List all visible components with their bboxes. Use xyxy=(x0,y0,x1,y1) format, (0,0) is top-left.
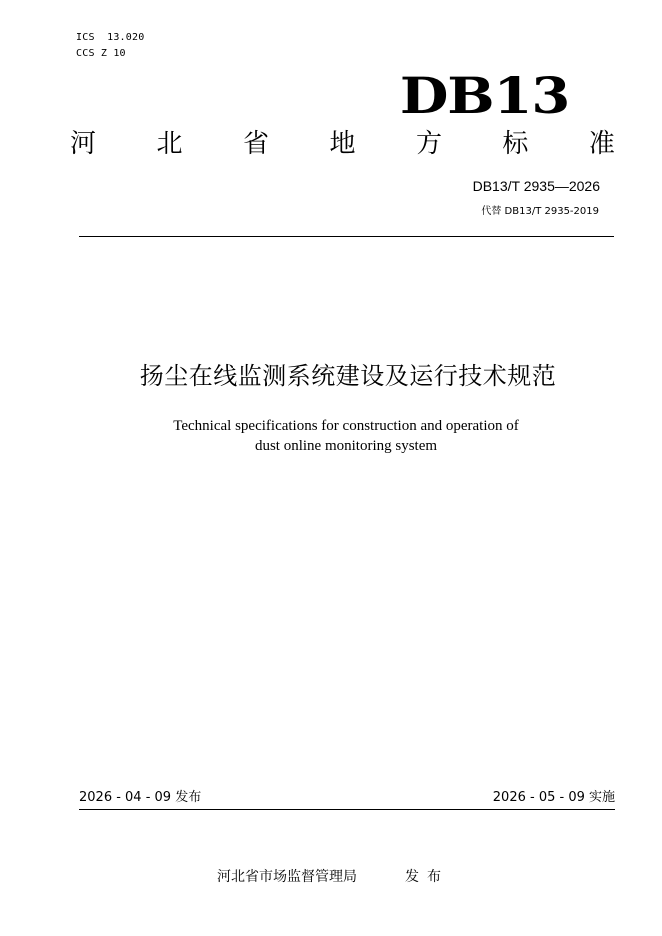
standard-type-char: 省 xyxy=(242,129,269,159)
issue-label: 发布 xyxy=(405,869,449,885)
english-title xyxy=(0,416,662,456)
ics-code: ICS 13.020 xyxy=(76,32,145,43)
english-title-line: Technical specifications for construction and operation of xyxy=(173,418,519,434)
standard-number: DB13/T 2935—2026 xyxy=(472,178,600,194)
standard-type-char: 方 xyxy=(415,129,442,159)
db13-logo: DB13 xyxy=(399,66,569,125)
standard-type-char: 准 xyxy=(588,129,615,159)
implementation-date: 2026 - 05 - 09 实施 xyxy=(492,790,615,805)
issue-date: 2026 - 04 - 09 发布 xyxy=(79,790,202,805)
ccs-code: CCS Z 10 xyxy=(76,48,126,59)
standard-type-char: 北 xyxy=(156,129,183,159)
standard-type-char: 标 xyxy=(502,129,529,159)
chinese-title: 扬尘在线监测系统建设及运行技术规范 xyxy=(139,362,557,390)
standard-type-char: 河 xyxy=(70,129,97,159)
standard-type-heading xyxy=(70,124,615,164)
top-divider xyxy=(79,236,614,237)
issuing-authority: 河北省市场监督管理局 xyxy=(217,869,357,885)
bottom-divider xyxy=(79,809,615,810)
english-title-line: dust online monitoring system xyxy=(254,438,438,454)
replaces-standard: 代替 DB13/T 2935-2019 xyxy=(481,206,599,217)
standard-type-char: 地 xyxy=(329,129,356,159)
